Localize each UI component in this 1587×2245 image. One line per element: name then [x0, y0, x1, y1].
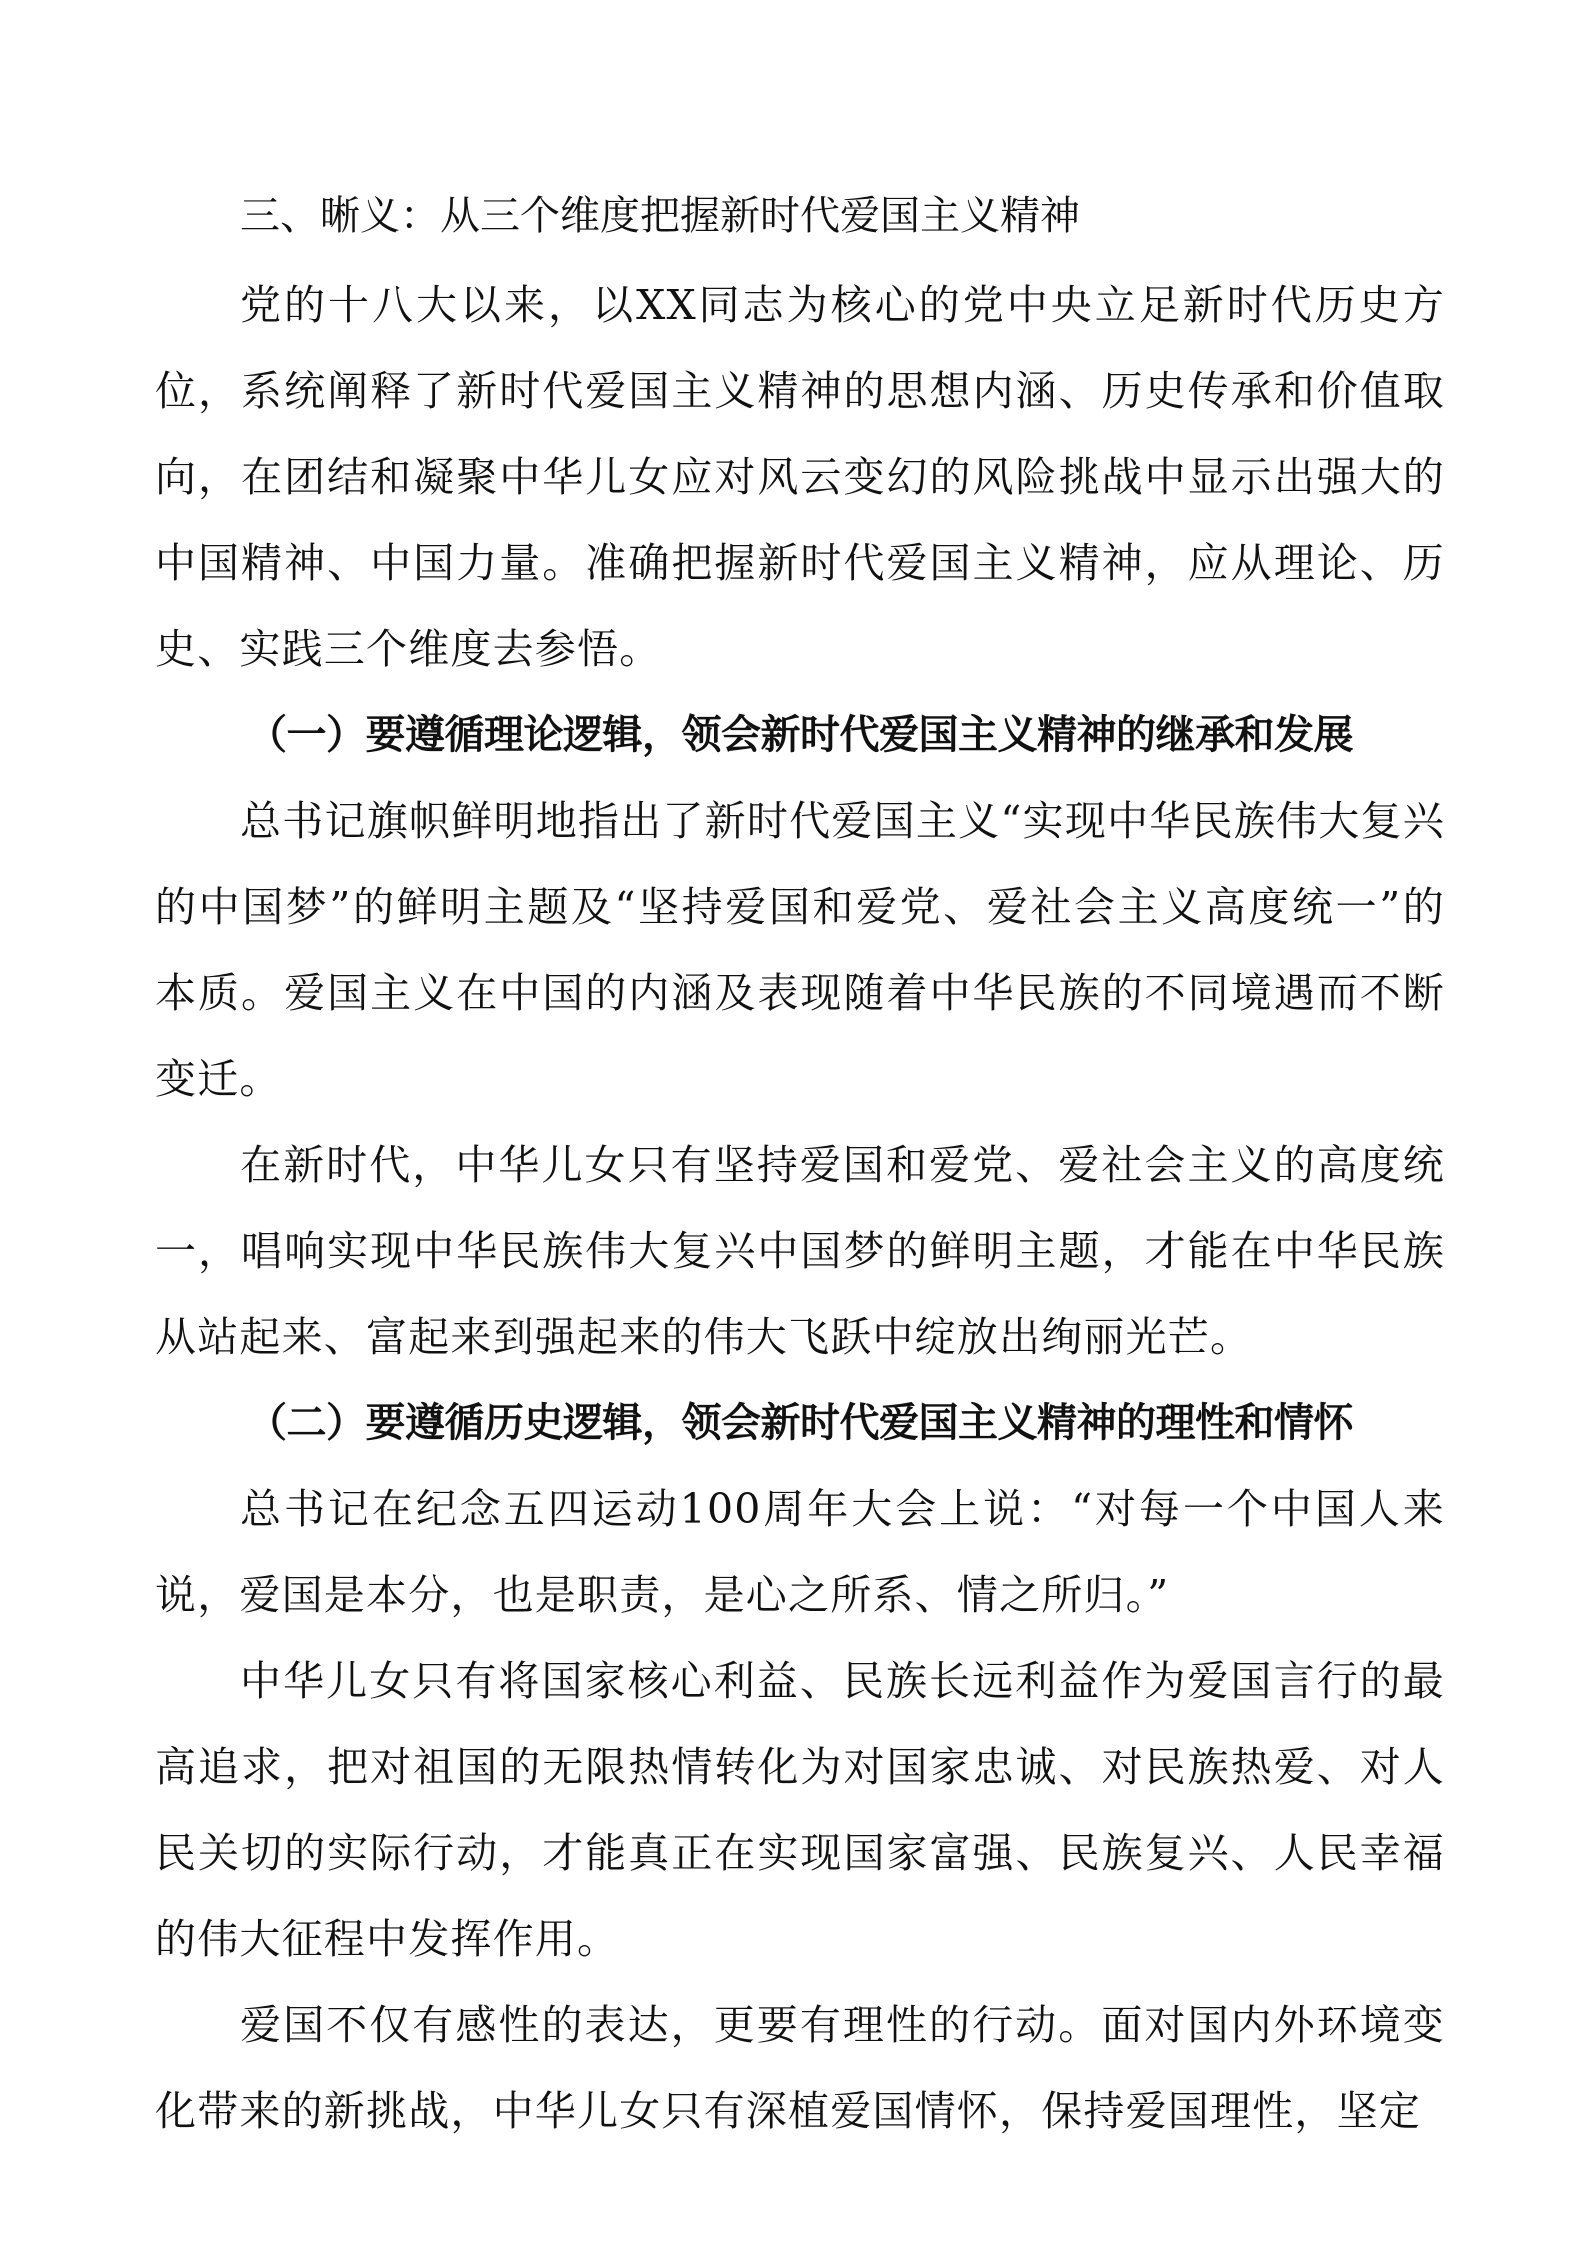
paragraph-theory-1: 总书记旗帜鲜明地指出了新时代爱国主义“实现中华民族伟大复兴的中国梦”的鲜明主题及“坚持爱国和爱党、爱社会主义高度统一”的本质。爱国主义在中国的内涵及表现随着中华民族的不同境遇而不断变迁。 [155, 797, 1445, 1103]
paragraph-intro: 党的十八大以来，以XX同志为核心的党中央立足新时代历史方位，系统阐释了新时代爱国主义精神的思想内涵、历史传承和价值取向，在团结和凝聚中华儿女应对风云变幻的风险挑战中显示出强大的中国精神、中国力量。准确把握新时代爱国主义精神，应从理论、历史、实践三个维度去参悟。 [155, 281, 1445, 673]
subsection-heading-1: （一）要遵循理论逻辑，领会新时代爱国主义精神的继承和发展 [247, 712, 1353, 758]
paragraph-history-2: 中华儿女只有将国家核心利益、民族长远利益作为爱国言行的最高追求，把对祖国的无限热情转化为对国家忠诚、对民族热爱、对人民关切的实际行动，才能真正在实现国家富强、民族复兴、人民幸福的伟大征程中发挥作用。 [155, 1657, 1445, 1963]
subsection-heading-2: （二）要遵循历史逻辑，领会新时代爱国主义精神的理性和情怀 [247, 1400, 1353, 1446]
paragraph-history-1: 总书记在纪念五四运动100周年大会上说：“对每一个中国人来说，爱国是本分，也是职责，是心之所系、情之所归。” [155, 1485, 1445, 1619]
paragraph-history-3: 爱国不仅有感性的表达，更要有理性的行动。面对国内外环境变化带来的新挑战，中华儿女只有深植爱国情怀，保持爱国理性，坚定 [155, 2001, 1445, 2135]
document-page [155, 170, 1445, 2154]
paragraph-theory-2: 在新时代，中华儿女只有坚持爱国和爱党、爱社会主义的高度统一，唱响实现中华民族伟大复兴中国梦的鲜明主题，才能在中华民族从站起来、富起来到强起来的伟大飞跃中绽放出绚丽光芒。 [155, 1141, 1445, 1361]
section-heading: 三、晰义：从三个维度把握新时代爱国主义精神 [240, 193, 1080, 239]
